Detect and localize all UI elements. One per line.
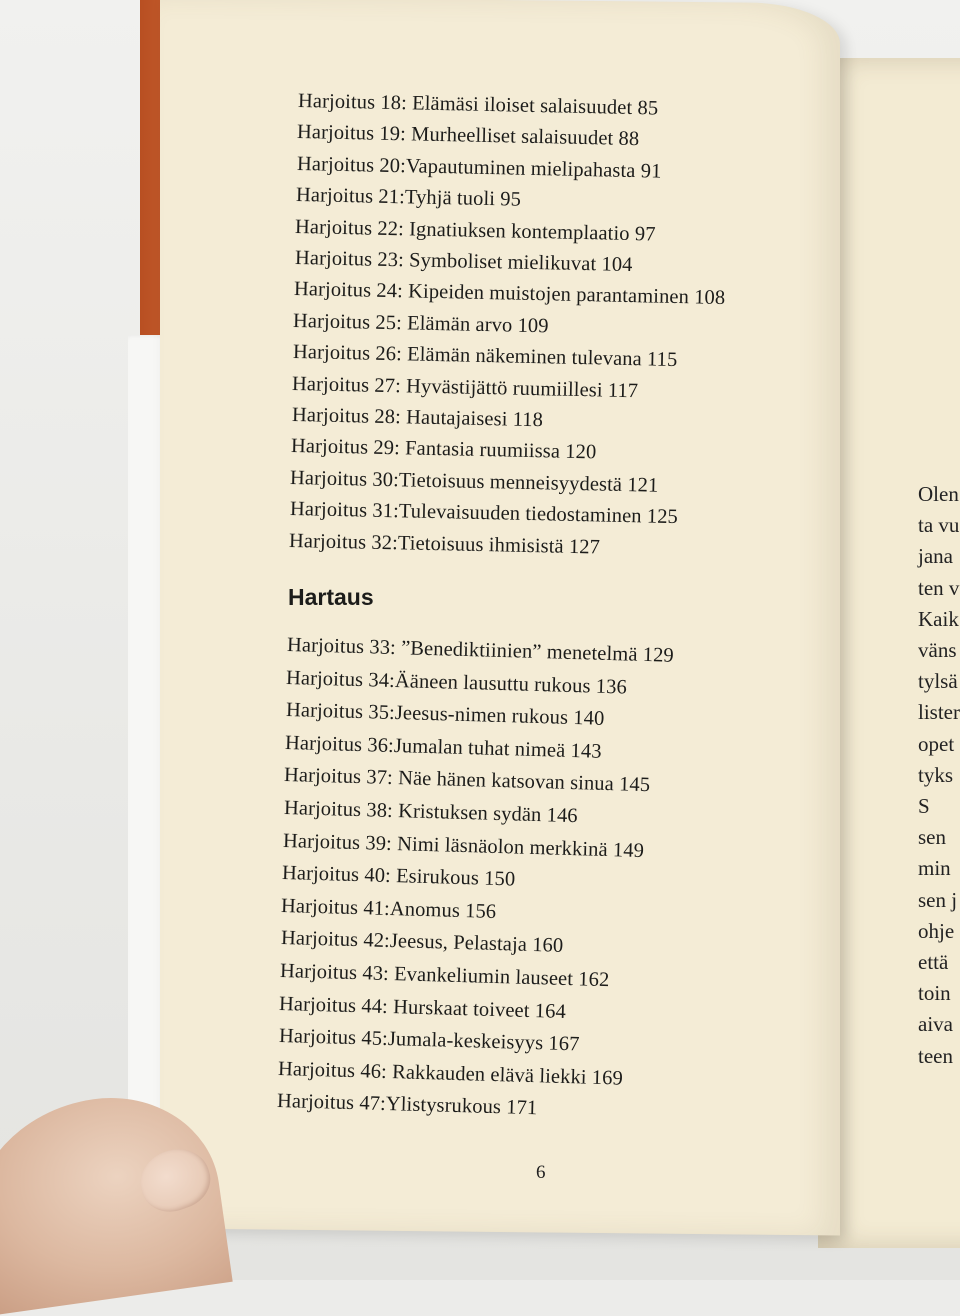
toc-entry: Harjoitus 38: Kristuksen sydän 146: [283, 797, 578, 828]
toc-entry: Harjoitus 36:Jumalan tuhat nimeä 143: [284, 731, 602, 763]
toc-entry: Harjoitus 20:Vapautuminen mielipahasta 91: [296, 152, 662, 183]
right-page-fragment: väns: [918, 638, 957, 662]
toc-entry: Harjoitus 33: ”Benediktiinien” menetelmä 129: [286, 634, 675, 667]
toc-entry: Harjoitus 42:Jeesus, Pelastaja 160: [280, 927, 564, 958]
toc-entry: Harjoitus 29: Fantasia ruumiissa 120: [290, 435, 597, 464]
right-page-fragment: ta vu: [918, 513, 960, 538]
right-page-fragment: opet: [918, 731, 955, 756]
toc-entry: Harjoitus 23: Symboliset mielikuvat 104: [294, 247, 633, 277]
toc-entry: Harjoitus 46: Rakkauden elävä liekki 169: [277, 1057, 624, 1090]
page-number: 6: [536, 1162, 546, 1183]
toc-entry: Harjoitus 32:Tietoisuus ihmisistä 127: [288, 529, 601, 559]
toc-entry: Harjoitus 19: Murheelliset salaisuudet 88: [297, 121, 640, 151]
toc-entry: Harjoitus 47:Ylistysrukous 171: [276, 1090, 538, 1120]
right-page-fragment: S: [918, 794, 930, 818]
right-page-fragment: että: [918, 950, 949, 974]
toc-entry: Harjoitus 22: Ignatiuksen kontemplaatio 97: [295, 215, 657, 246]
toc-entry: Harjoitus 21:Tyhjä tuoli 95: [295, 184, 522, 211]
right-page-fragment: toin: [918, 981, 951, 1006]
toc-entry: Harjoitus 40: Esirukous 150: [281, 862, 516, 891]
right-page-fragment: sen: [918, 825, 946, 850]
section-heading: Hartaus: [288, 584, 374, 610]
toc-entry: Harjoitus 39: Nimi läsnäolon merkkinä 149: [282, 829, 645, 862]
toc-entry: Harjoitus 24: Kipeiden muistojen parantaminen 108: [293, 278, 726, 310]
toc-entry: Harjoitus 43: Evankeliumin lauseet 162: [279, 960, 610, 992]
right-page-fragment: Olen: [918, 482, 959, 506]
right-page-fragment: tylsä: [918, 669, 958, 694]
toc-entry: Harjoitus 18: Elämäsi iloiset salaisuudet 85: [297, 90, 659, 120]
right-page-fragment: lister: [918, 700, 960, 725]
toc-entry: Harjoitus 27: Hyvästijättö ruumiillesi 117: [291, 372, 639, 402]
toc-entry: Harjoitus 31:Tulevaisuuden tiedostaminen 125: [289, 498, 678, 529]
right-page-fragment: min: [918, 856, 951, 881]
toc-entry: Harjoitus 35:Jeesus-nimen rukous 140: [285, 699, 605, 731]
right-page-fragment: ohje: [918, 918, 955, 943]
toc-entry: Harjoitus 45:Jumala-keskeisyys 167: [278, 1025, 580, 1056]
toc-entry: Harjoitus 44: Hurskaat toiveet 164: [279, 992, 567, 1023]
toc-entry: Harjoitus 30:Tietoisuus menneisyydestä 121: [289, 466, 659, 497]
right-page-fragment: tyks: [918, 762, 954, 787]
right-page-fragment: jana: [918, 544, 953, 569]
toc-entry: Harjoitus 28: Hautajaisesi 118: [291, 404, 543, 432]
right-page-fragment: aiva: [918, 1012, 953, 1037]
toc-entry: Harjoitus 25: Elämän arvo 109: [293, 309, 550, 338]
right-page-fragment: Kaik: [918, 606, 959, 631]
toc-entry: Harjoitus 41:Anomus 156: [281, 894, 497, 923]
right-page-fragment: ten v: [918, 575, 960, 600]
toc-entry: Harjoitus 37: Näe hänen katsovan sinua 145: [283, 764, 651, 797]
right-page-fragment: sen j: [918, 887, 958, 912]
toc-entry: Harjoitus 26: Elämän näkeminen tulevana 115: [292, 341, 678, 372]
toc-entry: Harjoitus 34:Ääneen lausuttu rukous 136: [286, 666, 628, 699]
right-page-fragment: teen: [918, 1043, 953, 1068]
